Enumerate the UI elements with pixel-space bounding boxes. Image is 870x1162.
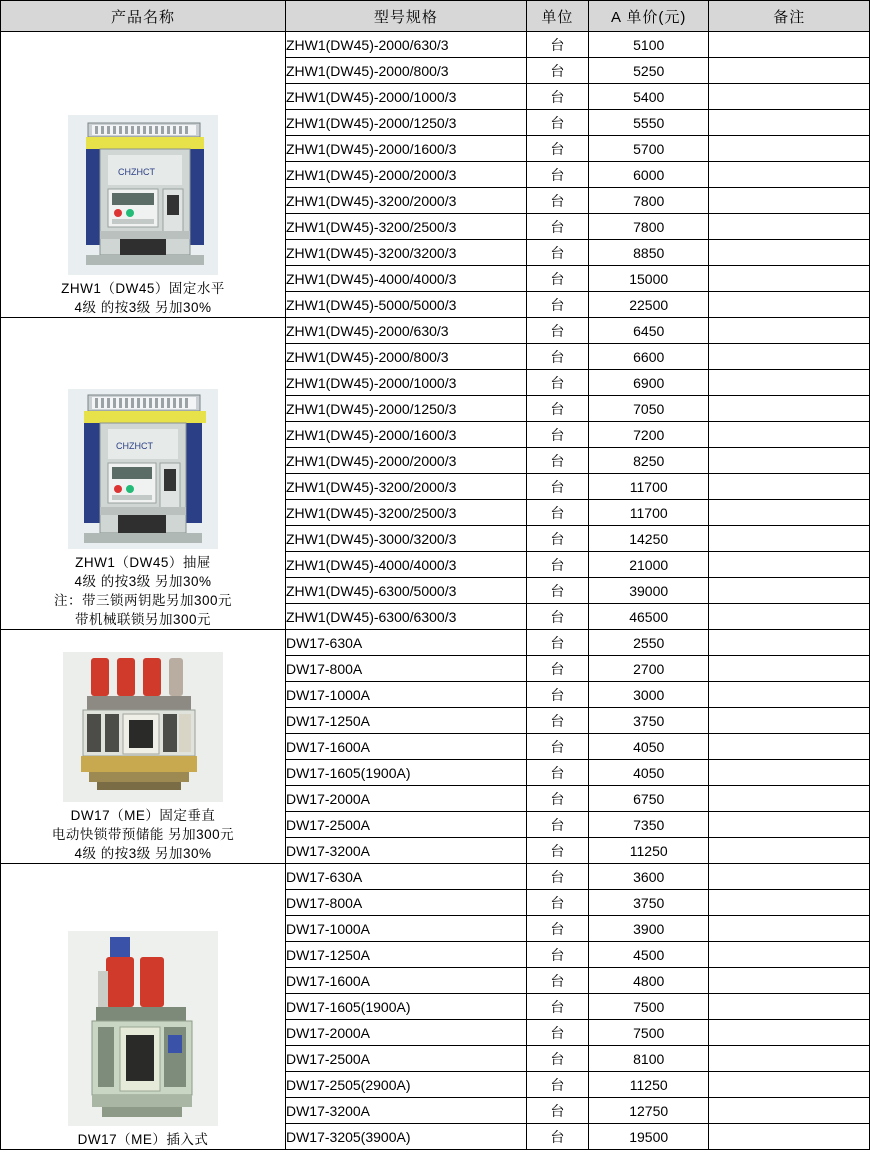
unit-cell: 台: [526, 162, 588, 188]
unit-cell: 台: [526, 500, 588, 526]
product-caption-line: ZHW1（DW45）固定水平: [61, 281, 225, 296]
unit-cell: 台: [526, 370, 588, 396]
product-caption: [52, 806, 234, 863]
note-cell: [709, 1020, 870, 1046]
svg-text:CHZHCT: CHZHCT: [117, 167, 155, 177]
price-cell: 46500: [589, 604, 709, 630]
product-caption-line: 4级 的按3级 另加30%: [74, 574, 212, 589]
model-cell: ZHW1(DW45)-3000/3200/3: [285, 526, 526, 552]
unit-cell: 台: [526, 838, 588, 864]
model-cell: ZHW1(DW45)-2000/630/3: [285, 318, 526, 344]
price-cell: 8100: [589, 1046, 709, 1072]
unit-cell: 台: [526, 32, 588, 58]
note-cell: [709, 396, 870, 422]
note-cell: [709, 162, 870, 188]
unit-cell: 台: [526, 708, 588, 734]
note-cell: [709, 84, 870, 110]
unit-cell: 台: [526, 292, 588, 318]
unit-cell: 台: [526, 1124, 588, 1150]
model-cell: DW17-3200A: [285, 1098, 526, 1124]
note-cell: [709, 890, 870, 916]
note-cell: [709, 500, 870, 526]
unit-cell: 台: [526, 214, 588, 240]
unit-cell: 台: [526, 344, 588, 370]
price-cell: 3750: [589, 890, 709, 916]
price-cell: 2700: [589, 656, 709, 682]
unit-cell: 台: [526, 734, 588, 760]
price-cell: 7800: [589, 214, 709, 240]
unit-cell: 台: [526, 760, 588, 786]
unit-cell: 台: [526, 448, 588, 474]
breaker-photo: [63, 652, 223, 802]
note-cell: [709, 474, 870, 500]
model-cell: DW17-2505(2900A): [285, 1072, 526, 1098]
unit-cell: 台: [526, 1098, 588, 1124]
model-cell: DW17-630A: [285, 630, 526, 656]
unit-cell: 台: [526, 422, 588, 448]
price-cell: 5700: [589, 136, 709, 162]
unit-cell: 台: [526, 942, 588, 968]
model-cell: ZHW1(DW45)-4000/4000/3: [285, 552, 526, 578]
model-cell: DW17-630A: [285, 864, 526, 890]
price-cell: 19500: [589, 1124, 709, 1150]
note-cell: [709, 864, 870, 890]
price-cell: 5250: [589, 58, 709, 84]
breaker-photo: [68, 389, 218, 549]
unit-cell: 台: [526, 812, 588, 838]
unit-cell: 台: [526, 318, 588, 344]
unit-cell: 台: [526, 188, 588, 214]
model-cell: DW17-3205(3900A): [285, 1124, 526, 1150]
price-cell: 7800: [589, 188, 709, 214]
price-cell: 5100: [589, 32, 709, 58]
price-cell: 4050: [589, 760, 709, 786]
price-cell: 4500: [589, 942, 709, 968]
model-cell: ZHW1(DW45)-3200/2000/3: [285, 188, 526, 214]
unit-cell: 台: [526, 84, 588, 110]
price-cell: 7200: [589, 422, 709, 448]
model-cell: ZHW1(DW45)-2000/1250/3: [285, 110, 526, 136]
price-cell: 6900: [589, 370, 709, 396]
unit-cell: 台: [526, 266, 588, 292]
product-caption-line: 带机械联锁另加300元: [74, 612, 211, 627]
note-cell: [709, 552, 870, 578]
price-cell: 14250: [589, 526, 709, 552]
price-cell: 6750: [589, 786, 709, 812]
price-cell: 7500: [589, 1020, 709, 1046]
product-caption-line: DW17（ME）固定垂直: [70, 808, 216, 823]
note-cell: [709, 734, 870, 760]
note-cell: [709, 58, 870, 84]
model-cell: ZHW1(DW45)-2000/800/3: [285, 344, 526, 370]
note-cell: [709, 630, 870, 656]
model-cell: ZHW1(DW45)-3200/2500/3: [285, 214, 526, 240]
price-cell: 8850: [589, 240, 709, 266]
model-cell: DW17-1250A: [285, 942, 526, 968]
unit-cell: 台: [526, 916, 588, 942]
note-cell: [709, 318, 870, 344]
unit-cell: 台: [526, 864, 588, 890]
breaker-photo: [68, 931, 218, 1126]
note-cell: [709, 526, 870, 552]
note-cell: [709, 1046, 870, 1072]
model-cell: ZHW1(DW45)-2000/1250/3: [285, 396, 526, 422]
header-model-spec: 型号规格: [285, 1, 526, 32]
header-product-name: 产品名称: [1, 1, 286, 32]
model-cell: ZHW1(DW45)-2000/800/3: [285, 58, 526, 84]
note-cell: [709, 578, 870, 604]
unit-cell: 台: [526, 110, 588, 136]
unit-cell: 台: [526, 578, 588, 604]
note-cell: [709, 448, 870, 474]
model-cell: DW17-1250A: [285, 708, 526, 734]
note-cell: [709, 916, 870, 942]
price-cell: 11700: [589, 474, 709, 500]
price-cell: 39000: [589, 578, 709, 604]
note-cell: [709, 1098, 870, 1124]
unit-cell: 台: [526, 1046, 588, 1072]
product-cell: [1, 864, 286, 1150]
model-cell: ZHW1(DW45)-2000/1600/3: [285, 136, 526, 162]
table-row: [1, 864, 870, 890]
note-cell: [709, 1072, 870, 1098]
unit-cell: 台: [526, 994, 588, 1020]
price-cell: 3000: [589, 682, 709, 708]
unit-cell: 台: [526, 890, 588, 916]
price-cell: 11250: [589, 838, 709, 864]
unit-cell: 台: [526, 240, 588, 266]
price-cell: 7350: [589, 812, 709, 838]
unit-cell: 台: [526, 604, 588, 630]
unit-cell: 台: [526, 682, 588, 708]
product-caption: [78, 1130, 209, 1149]
svg-text:CHZHCT: CHZHCT: [115, 441, 153, 451]
model-cell: ZHW1(DW45)-6300/6300/3: [285, 604, 526, 630]
note-cell: [709, 110, 870, 136]
model-cell: DW17-2500A: [285, 812, 526, 838]
model-cell: DW17-800A: [285, 890, 526, 916]
model-cell: ZHW1(DW45)-3200/3200/3: [285, 240, 526, 266]
note-cell: [709, 942, 870, 968]
price-cell: 21000: [589, 552, 709, 578]
model-cell: DW17-800A: [285, 656, 526, 682]
note-cell: [709, 266, 870, 292]
model-cell: ZHW1(DW45)-2000/2000/3: [285, 448, 526, 474]
price-cell: 6450: [589, 318, 709, 344]
product-caption-line: 4级 的按3级 另加30%: [74, 846, 212, 861]
price-cell: 8250: [589, 448, 709, 474]
price-cell: 3750: [589, 708, 709, 734]
product-caption: [54, 553, 232, 629]
product-cell: [1, 630, 286, 864]
model-cell: ZHW1(DW45)-6300/5000/3: [285, 578, 526, 604]
model-cell: ZHW1(DW45)-5000/5000/3: [285, 292, 526, 318]
price-cell: 4050: [589, 734, 709, 760]
breaker-photo: [68, 115, 218, 275]
unit-cell: 台: [526, 136, 588, 162]
model-cell: ZHW1(DW45)-3200/2000/3: [285, 474, 526, 500]
note-cell: [709, 760, 870, 786]
model-cell: DW17-1600A: [285, 968, 526, 994]
unit-cell: 台: [526, 526, 588, 552]
table-body: [1, 32, 870, 1150]
unit-cell: 台: [526, 968, 588, 994]
note-cell: [709, 682, 870, 708]
price-cell: 3900: [589, 916, 709, 942]
price-cell: 3600: [589, 864, 709, 890]
price-cell: 5400: [589, 84, 709, 110]
model-cell: ZHW1(DW45)-2000/630/3: [285, 32, 526, 58]
price-cell: 7050: [589, 396, 709, 422]
model-cell: ZHW1(DW45)-2000/1000/3: [285, 84, 526, 110]
product-cell: [1, 318, 286, 630]
model-cell: DW17-2500A: [285, 1046, 526, 1072]
table-row: [1, 630, 870, 656]
note-cell: [709, 240, 870, 266]
model-cell: DW17-1000A: [285, 682, 526, 708]
note-cell: [709, 292, 870, 318]
price-cell: 2550: [589, 630, 709, 656]
product-caption-line: 4级 的按3级 另加30%: [74, 300, 212, 315]
price-cell: 11250: [589, 1072, 709, 1098]
note-cell: [709, 1124, 870, 1150]
note-cell: [709, 968, 870, 994]
model-cell: ZHW1(DW45)-3200/2500/3: [285, 500, 526, 526]
model-cell: ZHW1(DW45)-4000/4000/3: [285, 266, 526, 292]
price-cell: 7500: [589, 994, 709, 1020]
product-caption-line: 注：带三锁两钥匙另加300元: [53, 593, 232, 608]
model-cell: DW17-1605(1900A): [285, 760, 526, 786]
table-header-row: [1, 1, 870, 32]
price-cell: 11700: [589, 500, 709, 526]
table-row: [1, 32, 870, 58]
unit-cell: 台: [526, 474, 588, 500]
price-cell: 22500: [589, 292, 709, 318]
note-cell: [709, 838, 870, 864]
note-cell: [709, 656, 870, 682]
unit-cell: 台: [526, 58, 588, 84]
price-cell: 12750: [589, 1098, 709, 1124]
header-note: 备注: [709, 1, 870, 32]
product-caption-line: DW17（ME）插入式: [77, 1132, 209, 1147]
unit-cell: 台: [526, 1020, 588, 1046]
unit-cell: 台: [526, 630, 588, 656]
unit-cell: 台: [526, 1072, 588, 1098]
model-cell: DW17-1605(1900A): [285, 994, 526, 1020]
model-cell: DW17-1600A: [285, 734, 526, 760]
note-cell: [709, 994, 870, 1020]
table-row: [1, 318, 870, 344]
note-cell: [709, 422, 870, 448]
note-cell: [709, 370, 870, 396]
price-cell: 15000: [589, 266, 709, 292]
model-cell: DW17-2000A: [285, 786, 526, 812]
header-unit: 单位: [526, 1, 588, 32]
note-cell: [709, 786, 870, 812]
header-price: A 单价(元): [589, 1, 709, 32]
model-cell: ZHW1(DW45)-2000/1600/3: [285, 422, 526, 448]
price-cell: 6600: [589, 344, 709, 370]
unit-cell: 台: [526, 786, 588, 812]
note-cell: [709, 188, 870, 214]
note-cell: [709, 32, 870, 58]
model-cell: DW17-1000A: [285, 916, 526, 942]
unit-cell: 台: [526, 552, 588, 578]
model-cell: ZHW1(DW45)-2000/1000/3: [285, 370, 526, 396]
price-cell: 5550: [589, 110, 709, 136]
product-caption: [61, 279, 225, 317]
model-cell: DW17-3200A: [285, 838, 526, 864]
product-caption-line: ZHW1（DW45）抽屉: [75, 555, 211, 570]
note-cell: [709, 708, 870, 734]
note-cell: [709, 604, 870, 630]
unit-cell: 台: [526, 396, 588, 422]
price-cell: 4800: [589, 968, 709, 994]
note-cell: [709, 344, 870, 370]
product-cell: [1, 32, 286, 318]
model-cell: ZHW1(DW45)-2000/2000/3: [285, 162, 526, 188]
note-cell: [709, 812, 870, 838]
product-caption-line: 电动快锁带预储能 另加300元: [51, 827, 235, 842]
model-cell: DW17-2000A: [285, 1020, 526, 1046]
price-cell: 6000: [589, 162, 709, 188]
note-cell: [709, 214, 870, 240]
note-cell: [709, 136, 870, 162]
unit-cell: 台: [526, 656, 588, 682]
